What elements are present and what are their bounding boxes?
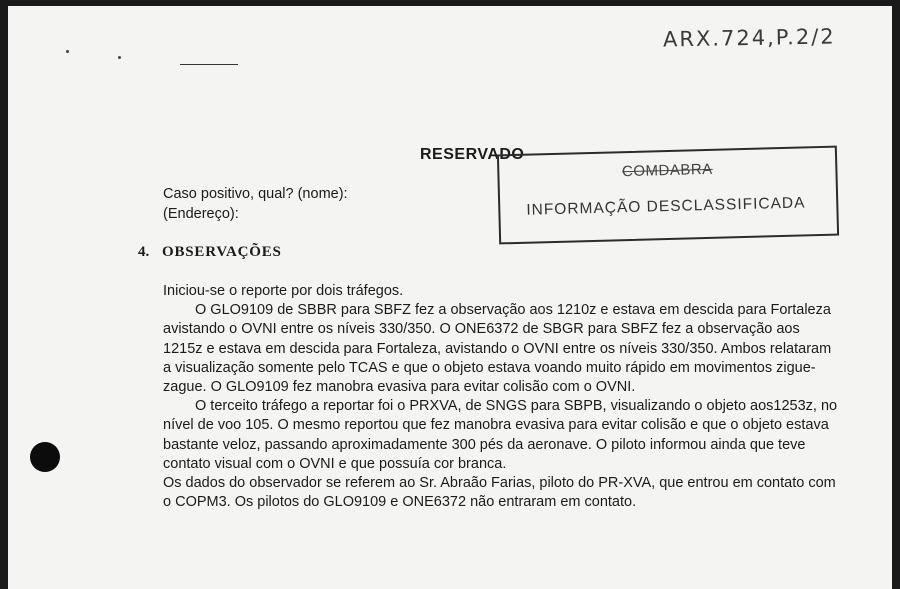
declassified-stamp xyxy=(497,146,839,245)
paragraph-first-traffic: O GLO9109 de SBBR para SBFZ fez a observação aos 1210z e estava em descida para Fortaleza avistando o OVNI entre os níveis 330/350. O ONE6372 de SBGR para SBFZ fez a observação aos 1215z e estava em descida para Fortaleza, avistando o OVNI entre os níveis 330/350. Ambos relataram a visualização somente pelo TCAS e que o objeto estava voando muito rápido em movimentos zigue-zague. O GLO9109 fez manobra evasiva para evitar colisão com o OVNI. xyxy=(163,302,832,396)
paragraph-observer: Os dados do observador se referem ao Sr. Abraão Farias, piloto do PR-XVA, que entrou em contato com o COPM3. Os pilotos do GLO9109 e ONE6372 não entraram em contato. xyxy=(163,475,836,511)
punch-hole-mark xyxy=(30,442,60,472)
document-page xyxy=(8,6,892,589)
section-heading xyxy=(138,244,282,261)
dash-mark xyxy=(180,64,238,65)
speck xyxy=(66,50,69,53)
paragraph-intro: Iniciou-se o reporte por dois tráfegos. xyxy=(163,283,404,299)
caso-positivo-label: Caso positivo, qual? (nome): xyxy=(163,186,348,202)
stamp-organization: COMDABRA xyxy=(621,160,713,181)
speck xyxy=(118,56,121,59)
stamp-status: INFORMAÇÃO DESCLASSIFICADA xyxy=(526,194,806,219)
caso-block xyxy=(163,184,348,224)
observations-body xyxy=(163,282,843,512)
section-title: OBSERVAÇÕES xyxy=(162,244,282,260)
archive-reference: ARX.724,P.2/2 xyxy=(662,24,836,52)
classification-title: RESERVADO xyxy=(420,146,525,163)
endereco-label: (Endereço): xyxy=(163,206,239,222)
paragraph-third-traffic: O terceito tráfego a reportar foi o PRXVA, de SNGS para SBPB, visualizando o objeto aos1253z, no nível de voo 105. O mesmo reportou que fez manobra evasiva para evitar colisão e que o objeto estava bastante veloz, passando aproximadamente 300 pés da aeronave. O piloto informou ainda que teve contato visual com o OVNI e que possuía cor branca. xyxy=(163,398,838,472)
section-number: 4. xyxy=(138,244,150,260)
